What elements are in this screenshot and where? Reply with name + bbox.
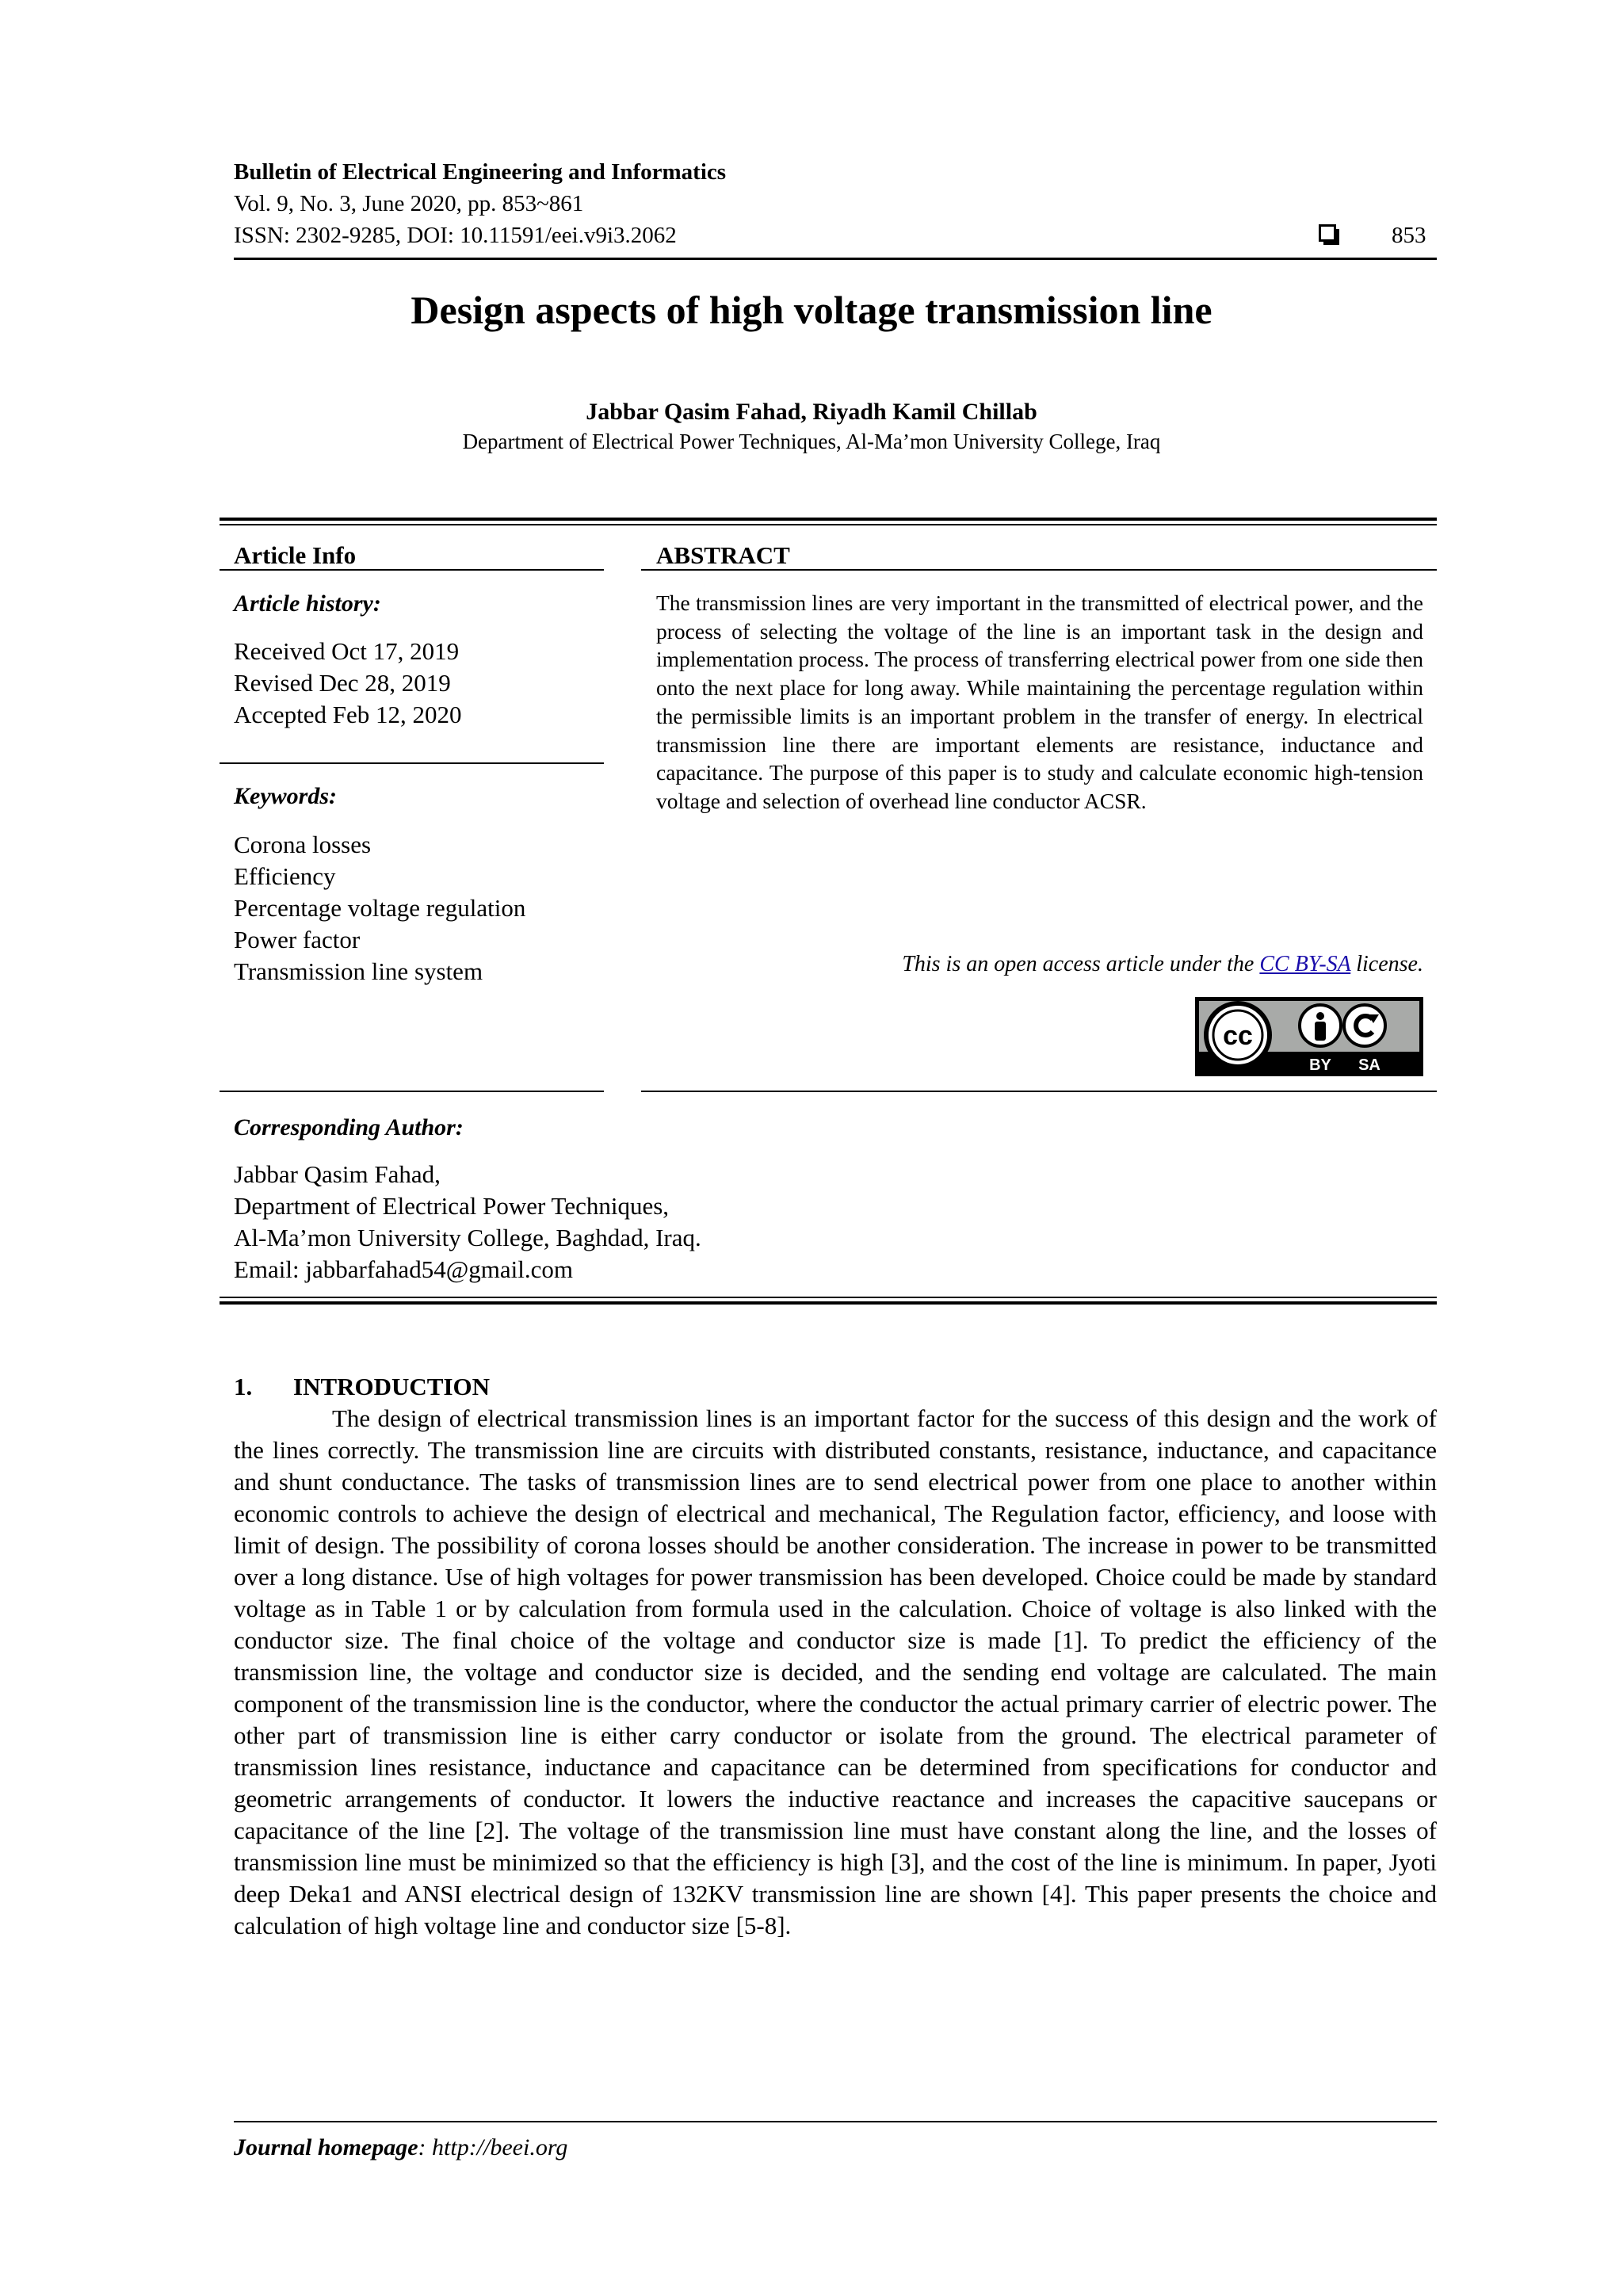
homepage-label: Journal homepage	[234, 2134, 418, 2160]
homepage-url[interactable]: : http://beei.org	[418, 2134, 568, 2160]
cc-badge-graphic	[1195, 997, 1423, 1076]
keyword-item: Percentage voltage regulation	[234, 894, 526, 922]
keyword-item: Corona losses	[234, 831, 372, 858]
journal-name: Bulletin of Electrical Engineering and Informatics	[234, 159, 727, 185]
cc-icon: cc	[1223, 1021, 1253, 1051]
page-square-icon	[1319, 224, 1336, 242]
abstract-rule	[641, 569, 1437, 571]
infobox-top-rule	[220, 518, 1437, 521]
footer-rule	[234, 2121, 1437, 2122]
affiliation: Department of Electrical Power Techniques, Al-Ma’mon University College, Iraq	[462, 430, 1161, 453]
keyword-item: Power factor	[234, 926, 361, 953]
abstract-bottom-rule	[641, 1091, 1437, 1092]
sa-label: SA	[1358, 1056, 1381, 1074]
introduction-body	[234, 1403, 1437, 1942]
corresponding-name: Jabbar Qasim Fahad,	[234, 1160, 441, 1188]
accepted-date: Accepted Feb 12, 2020	[234, 701, 462, 728]
sa-share-icon	[1344, 1005, 1385, 1046]
introduction-paragraph: The design of electrical transmission lines is an important factor for the success of this design and the work of the lines correctly. The transmission line are circuits with distributed constants, resistance, inductance, and capacitance and shunt conductance. The tasks of transmission lines are to send electrical power from one place to another within economic controls to achieve the design of electrical and mechanical, The Regulation factor, efficiency, and loose with limit of design. The possibility of corona losses should be another consideration. The increase in power to be transmitted over a long distance. Use of high voltages for power transmission has been developed. Choice could be made by standard voltage as in Table 1 or by calculation from formula used in the calculation. Choice of voltage is also linked with the conductor size. The final choice of the voltage and conductor size is made [1]. To predict the efficiency of the transmission line, the voltage and conductor size is decided, and the sending end voltage are calculated. The main component of the transmission line is the conductor, where the conductor the actual primary carrier of electric power. The other part of transmission line is either carry conductor or isolate from the ground. The electrical parameter of transmission lines resistance, inductance and capacitance can be determined from specifications for conductor and geometric arrangements of conductor. It lowers the inductive reactance and increases the capacitive saucepans or capacitance of the line [2]. The voltage of the transmission line must have constant along the line, and the losses of transmission line must be minimized so that the efficiency is high [3], and the cost of the line is minimum. In paper, Jyoti deep Deka1 and ANSI electrical design of 132KV transmission line are shown [4]. This paper presents the choice and calculation of high voltage line and conductor size [5-8].	[234, 1404, 1437, 1939]
license-suffix: license.	[1350, 952, 1423, 976]
corresponding-institution: Al-Ma’mon University College, Baghdad, Iraq.	[234, 1224, 701, 1251]
infobox-bottom-rule-thin	[220, 1297, 1437, 1298]
license-prefix: This is an open access article under the	[902, 952, 1260, 976]
revised-date: Revised Dec 28, 2019	[234, 669, 451, 697]
license-link[interactable]: CC BY-SA	[1259, 952, 1351, 976]
by-label: BY	[1309, 1056, 1331, 1074]
history-rule	[220, 762, 604, 764]
received-date: Received Oct 17, 2019	[234, 637, 460, 665]
page-number: 853	[1392, 223, 1426, 248]
corresponding-department: Department of Electrical Power Techniques,	[234, 1192, 670, 1220]
paper-title: Design aspects of high voltage transmission line	[411, 288, 1212, 332]
article-history-heading: Article history:	[234, 590, 381, 617]
corresponding-author-heading: Corresponding Author:	[234, 1114, 464, 1140]
keyword-item: Transmission line system	[234, 957, 483, 985]
volume-info: Vol. 9, No. 3, June 2020, pp. 853~861	[234, 191, 584, 216]
issn-doi: ISSN: 2302-9285, DOI: 10.11591/eei.v9i3.2062	[234, 223, 677, 248]
authors: Jabbar Qasim Fahad, Riyadh Kamil Chillab	[586, 399, 1037, 425]
introduction-heading	[234, 1371, 490, 1403]
keywords-rule	[220, 1091, 604, 1092]
journal-homepage	[234, 2132, 567, 2164]
keyword-item: Efficiency	[234, 862, 336, 890]
license-statement	[0, 949, 1423, 980]
corresponding-email: Email: jabbarfahad54@gmail.com	[234, 1255, 573, 1283]
infobox-top-rule-thin	[220, 524, 1437, 525]
section-number: 1.	[234, 1373, 253, 1400]
abstract-text: The transmission lines are very important in the transmitted of electrical power, and the process of selecting the voltage of the line is an important task in the design and implementation process. The process of transferring electrical power from one side then onto the next place for long away. While maintaining the percentage regulation within the permissible limits is an important problem in the transfer of energy. In electrical transmission line there are important elements are resistance, inductance and capacitance. The purpose of this paper is to study and calculate economic high-tension voltage and selection of overhead line conductor ACSR.	[656, 590, 1423, 813]
abstract-heading: ABSTRACT	[656, 541, 790, 569]
cc-by-sa-badge[interactable]	[1195, 997, 1423, 1076]
article-info-heading: Article Info	[234, 541, 357, 569]
infobox-bottom-rule	[220, 1301, 1437, 1305]
header-rule	[234, 258, 1437, 260]
section-title: INTRODUCTION	[293, 1373, 491, 1400]
keywords-heading: Keywords:	[234, 783, 337, 809]
article-info-rule	[220, 569, 604, 571]
